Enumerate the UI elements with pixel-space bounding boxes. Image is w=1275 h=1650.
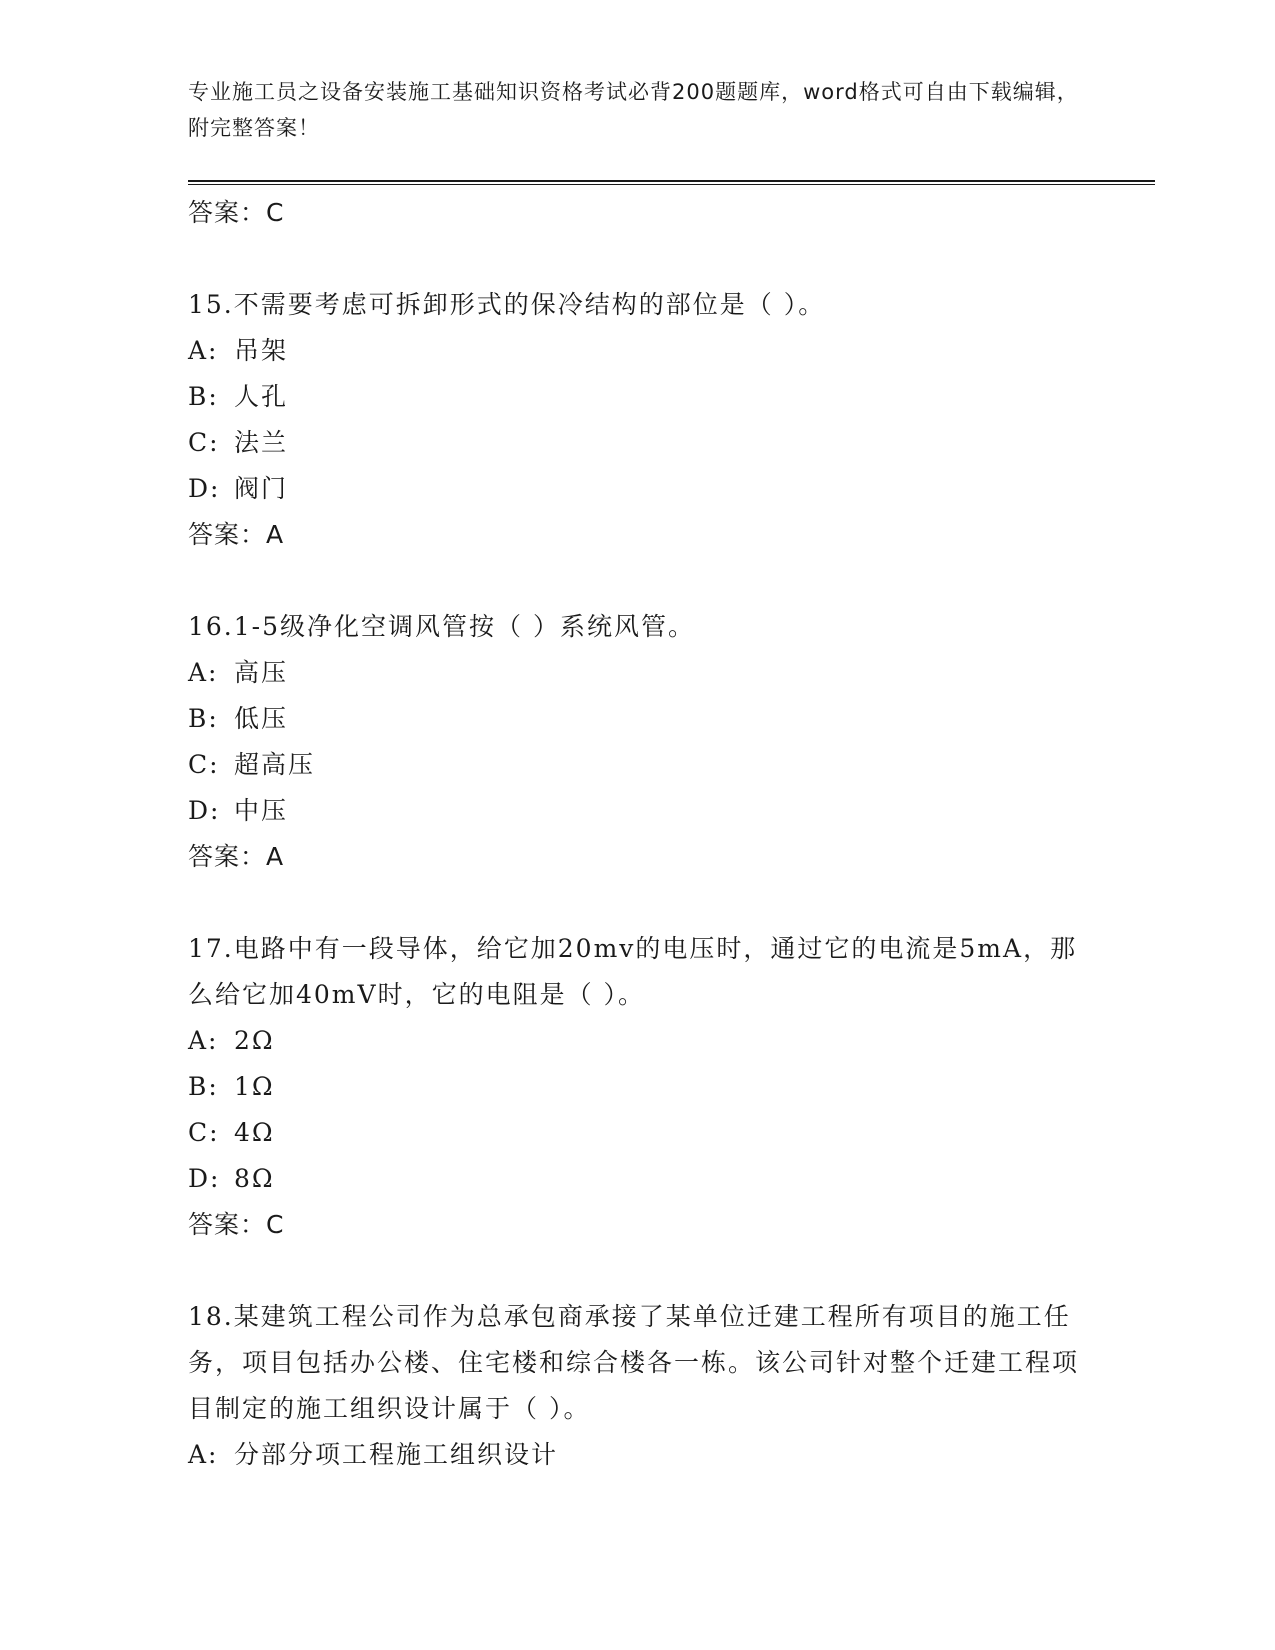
question-17 (188, 926, 1088, 1248)
option-b (188, 696, 1088, 742)
question-answer: 答案：A (188, 842, 285, 871)
option-letter: D: (188, 796, 221, 825)
option-text: 低压 (234, 704, 289, 733)
header-divider (188, 180, 1155, 182)
option-a (188, 650, 1088, 696)
option-letter: D: (188, 1164, 221, 1193)
option-d (188, 788, 1088, 834)
question-answer: 答案：C (188, 1210, 285, 1239)
option-text: 高压 (234, 658, 289, 687)
option-text: 法兰 (234, 428, 289, 457)
question-stem: 15.不需要考虑可拆卸形式的保冷结构的部位是（ ）。 (188, 290, 826, 319)
question-list (188, 190, 1088, 1478)
option-text: 分部分项工程施工组织设计 (234, 1440, 559, 1469)
spacer (188, 1248, 1088, 1294)
previous-answer: 答案：C (188, 198, 285, 227)
option-text: 阀门 (234, 474, 289, 503)
option-d (188, 1156, 1088, 1202)
option-text: 吊架 (234, 336, 289, 365)
question-answer: 答案：A (188, 520, 285, 549)
option-c (188, 742, 1088, 788)
option-letter: A: (188, 658, 219, 687)
question-16 (188, 604, 1088, 880)
option-letter: B: (188, 1072, 219, 1101)
option-b (188, 374, 1088, 420)
option-text: 超高压 (234, 750, 316, 779)
option-letter: D: (188, 474, 221, 503)
header-divider-thin (188, 184, 1155, 185)
option-letter: B: (188, 382, 219, 411)
question-stem: 18.某建筑工程公司作为总承包商承接了某单位迁建工程所有项目的施工任务，项目包括办公楼、住宅楼和综合楼各一栋。该公司针对整个迁建工程项目制定的施工组织设计属于（ ）。 (188, 1302, 1080, 1423)
question-stem: 17.电路中有一段导体，给它加20mv的电压时，通过它的电流是5mA，那么给它加40mV时，它的电阻是（ ）。 (188, 934, 1078, 1009)
question-stem: 16.1-5级净化空调风管按（ ）系统风管。 (188, 612, 695, 641)
option-text: 人孔 (234, 382, 289, 411)
question-18 (188, 1294, 1088, 1478)
spacer (188, 236, 1088, 282)
option-text: 1Ω (234, 1072, 275, 1101)
option-a (188, 1018, 1088, 1064)
option-a (188, 328, 1088, 374)
option-d (188, 466, 1088, 512)
option-text: 8Ω (234, 1164, 275, 1193)
question-15 (188, 282, 1088, 558)
option-letter: A: (188, 1440, 219, 1469)
option-letter: C: (188, 750, 220, 779)
option-letter: C: (188, 428, 220, 457)
option-c (188, 1110, 1088, 1156)
document-header: 专业施工员之设备安装施工基础知识资格考试必背200题题库，word格式可自由下载编辑，附完整答案！ (188, 80, 1079, 140)
option-text: 2Ω (234, 1026, 275, 1055)
option-text: 4Ω (234, 1118, 275, 1147)
spacer (188, 558, 1088, 604)
option-a (188, 1432, 1088, 1478)
spacer (188, 880, 1088, 926)
option-letter: C: (188, 1118, 220, 1147)
option-c (188, 420, 1088, 466)
option-letter: A: (188, 336, 219, 365)
option-text: 中压 (234, 796, 289, 825)
option-letter: A: (188, 1026, 219, 1055)
option-b (188, 1064, 1088, 1110)
option-letter: B: (188, 704, 219, 733)
